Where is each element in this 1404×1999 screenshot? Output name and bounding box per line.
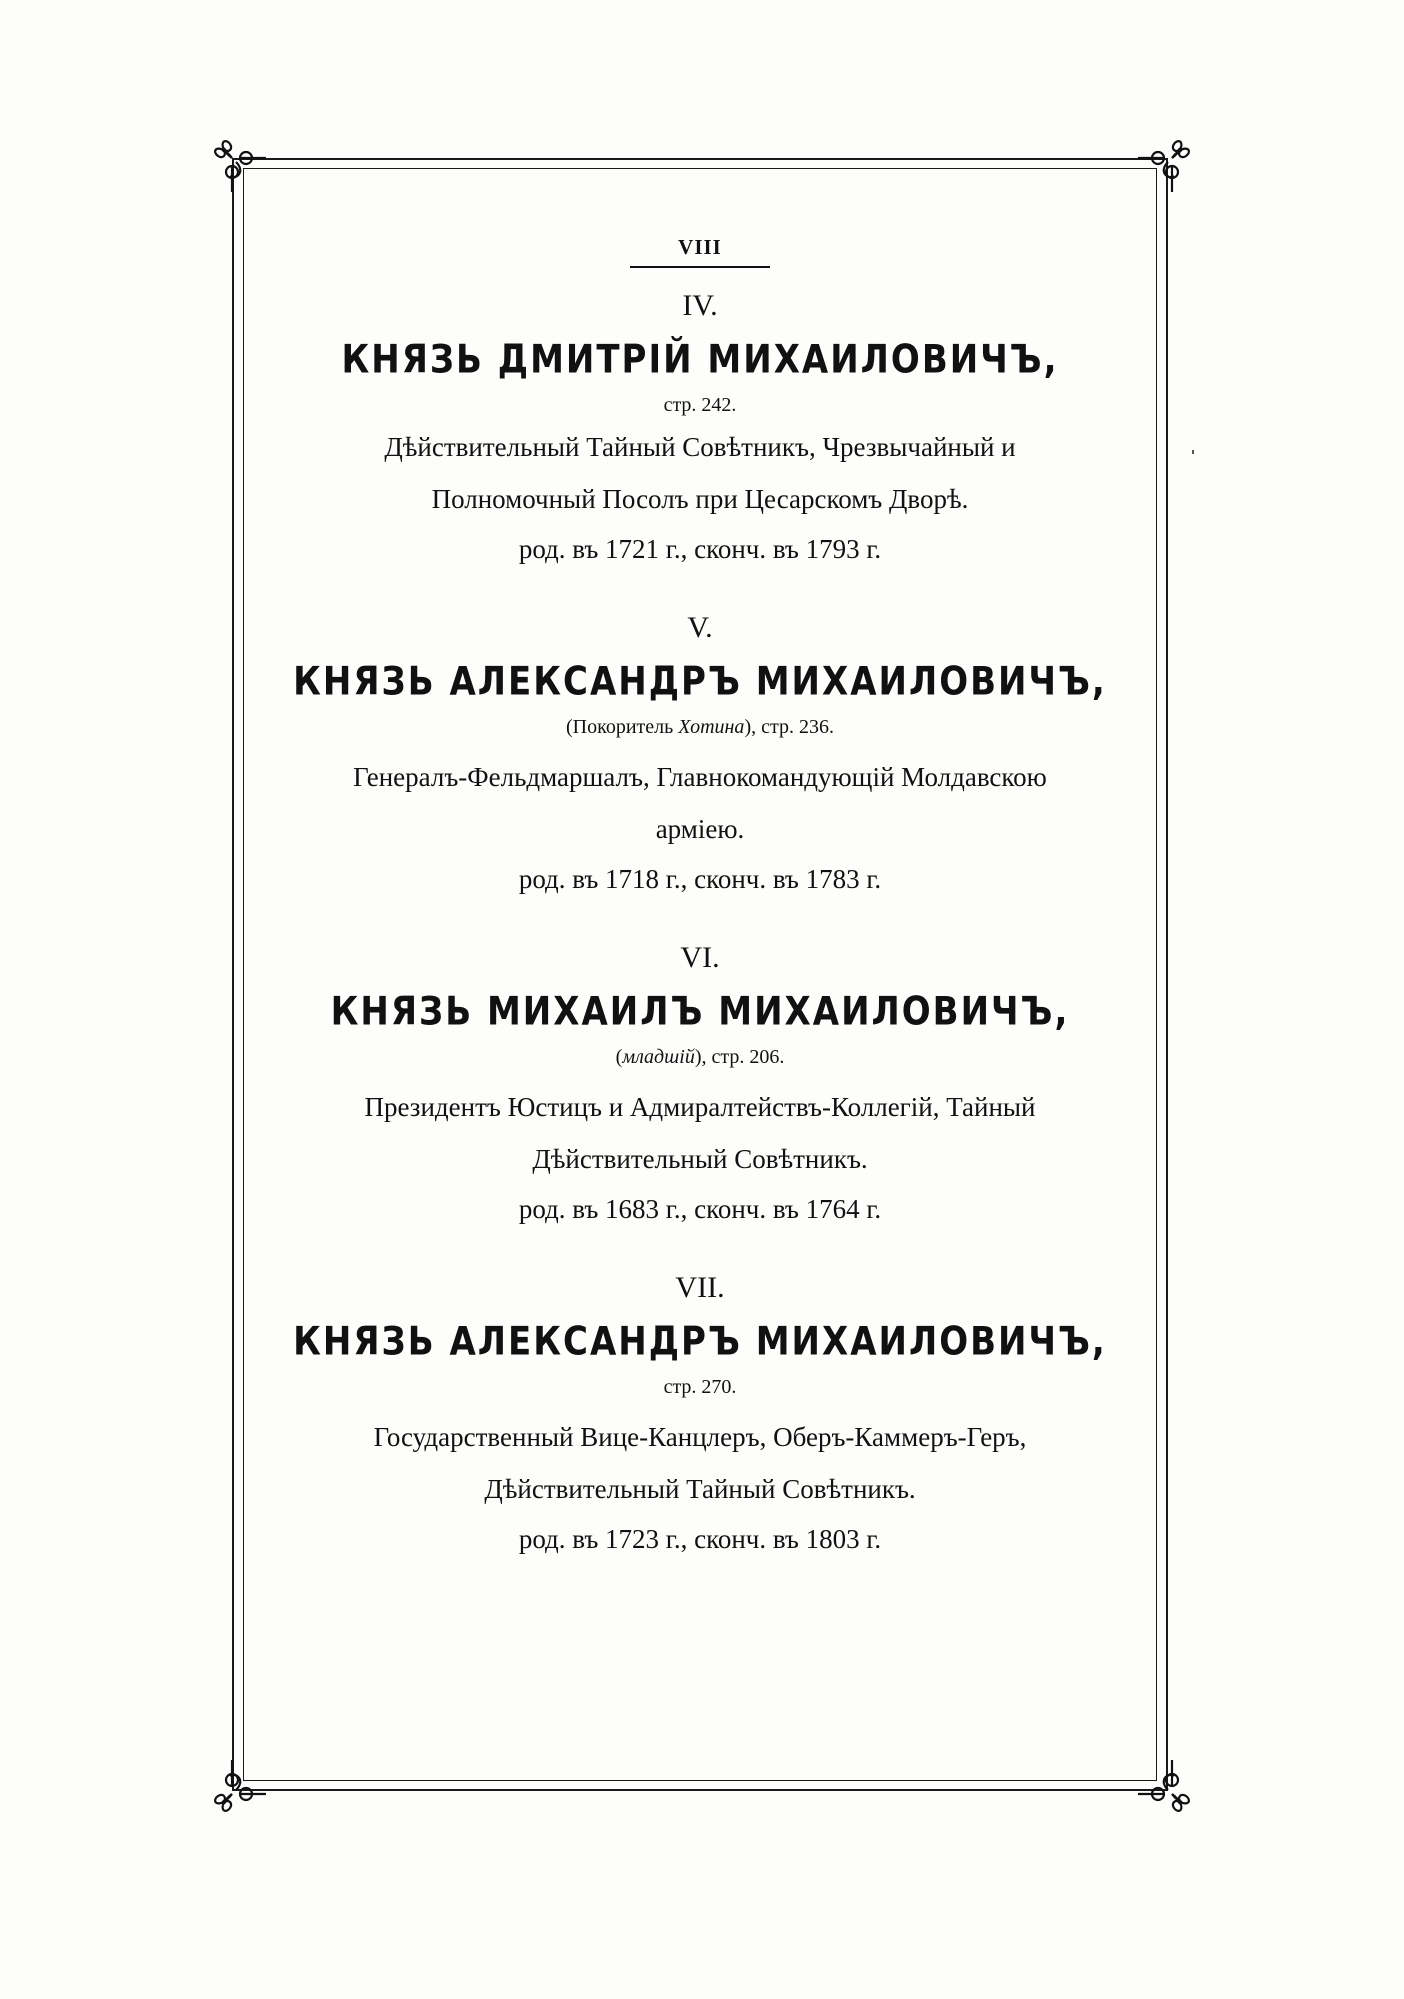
entry-page-reference: (Покоритель Хотина), стр. 236.	[566, 716, 834, 738]
entry-description-line: Президентъ Юстицъ и Адмиралтействъ-Коллегій, Тайный	[364, 1092, 1036, 1122]
genealogy-entry	[260, 1268, 1140, 1564]
entry-numeral: V.	[687, 611, 713, 644]
entry-numeral: VI.	[680, 941, 720, 974]
page-number: VIII	[630, 232, 770, 268]
entry-page-reference: стр. 270.	[663, 1376, 737, 1398]
genealogy-entry	[260, 938, 1140, 1234]
entry-description-line: Дѣйствительный Тайный Совѣтникъ.	[484, 1474, 916, 1504]
genealogy-entry	[260, 608, 1140, 904]
entry-dates: род. въ 1718 г., сконч. въ 1783 г.	[518, 864, 882, 894]
entry-description-line: Дѣйствительный Тайный Совѣтникъ, Чрезвычайный и	[384, 432, 1016, 462]
entry-name: КНЯЗЬ АЛЕКСАНДРЪ МИХАИЛОВИЧЪ,	[293, 1319, 1107, 1365]
page-content	[260, 232, 1140, 1564]
entry-description-line: Полномочный Посолъ при Цесарскомъ Дворѣ.	[431, 484, 969, 514]
entry-page-reference: (младшій), стр. 206.	[615, 1046, 785, 1068]
corner-ornament-icon	[1134, 132, 1198, 196]
entry-name: КНЯЗЬ ДМИТРІЙ МИХАИЛОВИЧЪ,	[341, 337, 1059, 383]
entry-dates: род. въ 1723 г., сконч. въ 1803 г.	[518, 1524, 882, 1554]
entry-dates: род. въ 1683 г., сконч. въ 1764 г.	[518, 1194, 882, 1224]
entry-description-line: Дѣйствительный Совѣтникъ.	[532, 1144, 868, 1174]
entry-description-line: Генералъ-Фельдмаршалъ, Главнокомандующій Молдавскою	[353, 762, 1047, 792]
entry-name: КНЯЗЬ МИХАИЛЪ МИХАИЛОВИЧЪ,	[330, 989, 1070, 1035]
genealogy-entry	[260, 286, 1140, 574]
entry-dates: род. въ 1721 г., сконч. въ 1793 г.	[518, 534, 882, 564]
entry-page-reference: стр. 242.	[663, 394, 737, 416]
entry-numeral: VII.	[675, 1271, 725, 1304]
entry-name: КНЯЗЬ АЛЕКСАНДРЪ МИХАИЛОВИЧЪ,	[293, 659, 1107, 705]
entry-description-line: Государственный Вице-Канцлеръ, Оберъ-Каммеръ-Геръ,	[373, 1422, 1027, 1452]
corner-ornament-icon	[206, 132, 270, 196]
corner-ornament-icon	[1134, 1756, 1198, 1820]
corner-ornament-icon	[206, 1756, 270, 1820]
entry-numeral: IV.	[682, 289, 718, 322]
scan-speck	[1192, 450, 1194, 454]
entry-description-line: арміею.	[655, 814, 745, 844]
